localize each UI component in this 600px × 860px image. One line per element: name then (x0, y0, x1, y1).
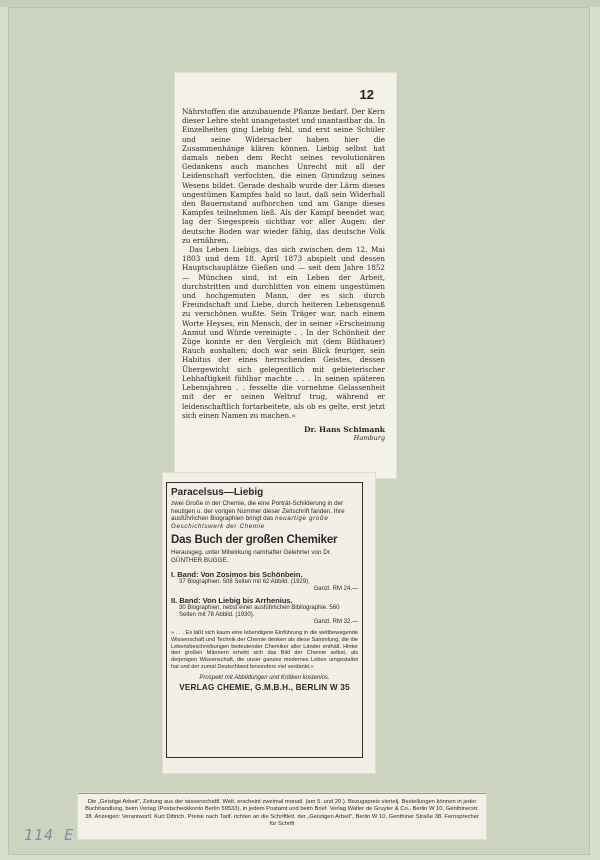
ad-volume-info: 30 Biographien, nebst einer ausführlichen Bibliographie. 560 Seiten mit 78 Abbild. (1930). (179, 604, 340, 618)
ad-volume-heading: I. Band: Von Zosimos bis Schönbein. (171, 569, 303, 579)
article-author-city: Hamburg (353, 434, 385, 443)
handwritten-archive-number: 114 E (24, 826, 75, 844)
ad-intro-text: zwei Große in der Chemie, die eine Porträt-Schilderung in der heutigen u. der vorigen Nummer dieser Zeitschrift fanden. Ihre ausführlichen Biographien bringt das (171, 500, 345, 523)
ad-volume (171, 570, 358, 592)
ad-volume-info: 37 Biographien. 508 Seiten mit 62 Abbild. (1929). (179, 578, 310, 585)
scan-edge (0, 0, 600, 7)
advertisement-box (166, 482, 363, 758)
article-paragraph: Nährstoffen die anzubauende Pflanze bedarf. Der Kern dieser Lehre steht unangetastet und unantastbar da. In Einzelheiten ging Liebig fehl, und erst seine Schüler und seine Widersacher haben hier die Zusammenhänge klären können. Liebig selbst hat damals neben dem Recht seines revolutionären Gedankens auch manches Unrecht mit all der Leidenschaft verfochten, die einen Grundzug seines Wesens bildet. Gerade deshalb wurde der Lärm dieses ungestümen Kampfes bald so laut, daß sein Widerhall den Bauernstand aufhorchen und am Gange dieses Kampfes teilnehmen ließ. Als der Kampf beendet war, lag der Siegespreis sichtbar vor aller Augen: der deutsche Boden war wieder fähig, das deutsche Volk zu ernähren. (182, 107, 385, 245)
article-body (182, 107, 385, 459)
ad-volume-price: Ganzl. RM 32.— (313, 619, 358, 626)
ad-title: Paracelsus—Liebig (171, 487, 264, 498)
masthead-footer-clipping (78, 793, 486, 839)
advertisement-clipping (163, 473, 375, 773)
article-author: Dr. Hans Schimank (304, 424, 385, 434)
ad-intro-emphasis: neuartige große Geschichtswerk der Chemie (171, 515, 329, 530)
ad-editor: Herausgeg. unter Mitwirkung namhafter Gelehrter von Dr. GÜNTHER BUGGE. (171, 549, 332, 564)
ad-book-title: Das Buch der großen Chemiker (171, 534, 338, 547)
masthead-footer-text: Die „Geistige Arbeit", Zeitung aus der wissenschaftl. Welt, erscheint zweimal monatl. (am 5. und 20.). Bezugspreis viertelj. Bestellungen können in jeder Buchhandlung, beim Verlag (Postscheckkonto Berlin 59533), in jedem Postamt und beim Brief. Verlag Walter de Gruyter & Co., Berlin W 10, Genthinerstr. 38. Anzeigen: Verantwortl. Kurt Dittrich. Preise nach Tarif. richten an die Schriftleit. der „Geistigen Arbeit", Berlin W 10, Genthiner Straße 38. Fernsprecher für Schrift (85, 799, 479, 828)
article-clipping (175, 73, 396, 478)
article-paragraph: Das Leben Liebigs, das sich zwischen dem 12. Mai 1803 und dem 18. April 1873 abspielt und dessen Hauptschauplätze Gießen und — seit dem Jahre 1852 — München sind, ist ein Leben der Arbeit, durchstritten und durchlitten von einem ungestümen und hochgemuten Mann, der es sich durch Freundschaft und Liebe, durch heiteren Lebensgenuß zu verschönen wußte. Sein Träger war, nach einem Worte Heyses, ein Mensch, der in seiner »Erscheinung Anmut und Würde vereinigte . . In der Schönheit der Züge konnte er den Vergleich mit (dem Bildhauer) Rauch aushalten; doch war sein Blick feuriger, sein Habitus der eines herrschenden Geistes, dessen Übergewicht sich gelegentlich mit gebieterischer Lebhaftigkeit fühlbar machte . . . In seinen späteren Lebensjahren . . fesselte die vornehme Gelassenheit mit der er seinen Weltruf trug, während er leidenschaftlich fortarbeitete, als ob es gelte, erst jetzt sich einen Namen zu machen.« (182, 245, 385, 420)
page-number: 12 (359, 87, 374, 102)
ad-quote: » . . . Es läßt sich kaum eine lebendigere Einführung in die weltbewegende Wissenschaft und Technik der Chemie denken als diese Sammlung, die die Lebensbeschreibungen bedeutender Chemiker aller Länder enthält. Hinter den großen Männern erhebt sich das Bild der Chemie selbst, als derjenigen Wissenschaft, die unser ganzes modernes Leben umgestaltet hat und der zumal Deutschland besonders viel verdankt.« (171, 630, 358, 670)
ad-intro (171, 500, 358, 530)
ad-volume (171, 596, 358, 625)
ad-prospekt: Prospekt mit Abbildungen und Kritiken kostenlos. (199, 675, 330, 682)
ad-volume-heading: II. Band: Von Liebig bis Arrhenius. (171, 595, 293, 605)
ad-volume-price: Ganzl. RM 24.— (313, 585, 358, 592)
ad-publisher: VERLAG CHEMIE, G.M.B.H., BERLIN W 35 (179, 683, 350, 693)
